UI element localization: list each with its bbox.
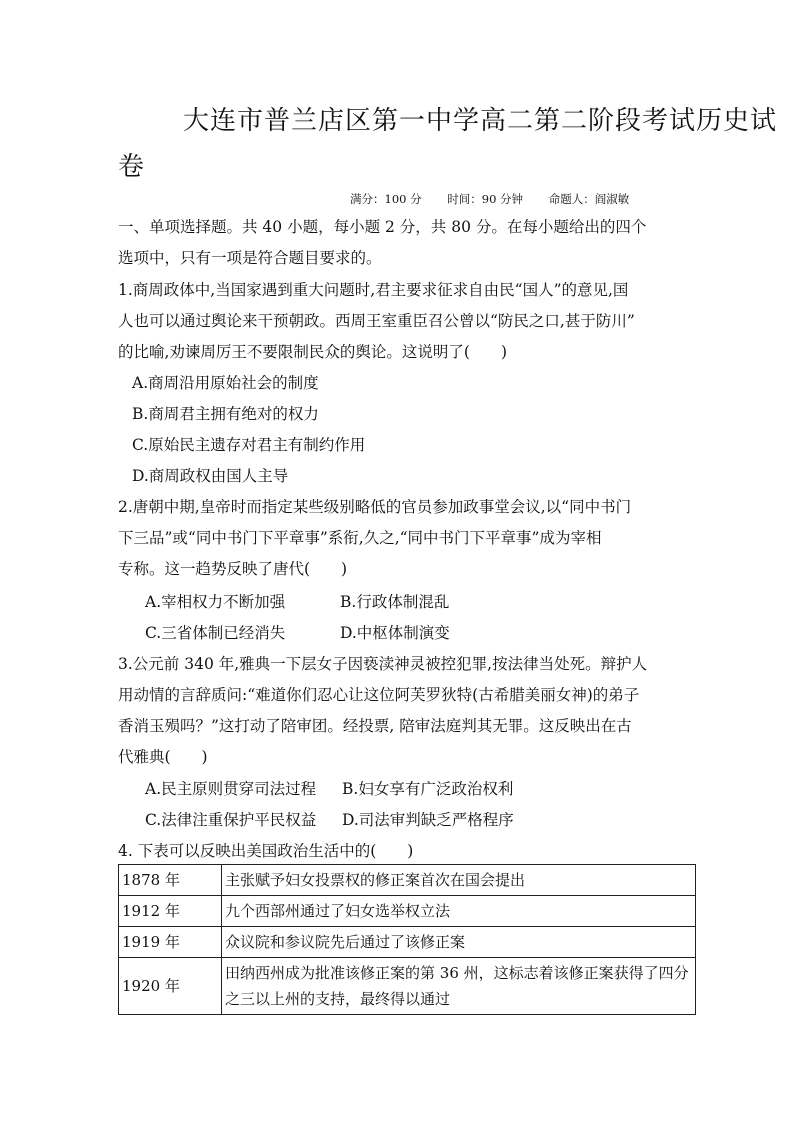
question-1-option-c: C.原始民主遗存对君主有制约作用 [132,436,366,454]
question-author: 命题人：阎淑敏 [548,192,630,206]
table-cell-year: 1878 年 [119,865,222,896]
table-cell-year: 1920 年 [119,958,222,1015]
question-2-stem: 专称。这一趋势反映了唐代( ) [118,560,348,578]
question-1-stem: 的比喻,劝谏周厉王不要限制民众的舆论。这说明了( ) [118,343,508,361]
question-1-option-a: A.商周沿用原始社会的制度 [132,374,319,392]
table-row [119,958,696,1015]
table-cell-event: 田纳西州成为批准该修正案的第 36 州，这标志着该修正案获得了四分之三以上州的支持，最终得以通过 [222,958,696,1015]
question-1-stem: 1.商周政体中,当国家遇到重大问题时,君主要求征求自由民“国人”的意见,国 [118,281,629,299]
question-3-stem: 用动情的言辞质问:“难道你们忍心让这位阿芙罗狄特(古希腊美丽女神)的弟子 [118,686,640,704]
question-1-option-d: D.商周政权由国人主导 [132,467,289,485]
exam-time: 时间：90 分钟 [447,192,524,206]
table-row [119,927,696,958]
question-1-option-b: B.商周君主拥有绝对的权力 [132,405,319,423]
exam-meta [350,191,651,207]
question-3-stem: 代雅典( ) [118,748,208,766]
table-cell-year: 1912 年 [119,896,222,927]
table-cell-event: 九个西部州通过了妇女选举权立法 [222,896,696,927]
question-2-stem: 2.唐朝中期,皇帝时而指定某些级别略低的官员参加政事堂会议,以“同中书门 [118,498,632,516]
question-2-option-a: A.宰相权力不断加强 [145,593,286,611]
question-3-option-c: C.法律注重保护平民权益 [145,811,317,829]
question-4-stem: 4. 下表可以反映出美国政治生活中的( ) [118,842,414,860]
question-1-stem: 人也可以通过舆论来干预朝政。西周王室重臣召公曾以“防民之口,甚于防川” [118,312,635,330]
table-cell-event: 主张赋予妇女投票权的修正案首次在国会提出 [222,865,696,896]
question-3-option-d: D.司法审判缺乏严格程序 [342,811,514,829]
question-3-stem: 香消玉殒吗？”这打动了陪审团。经投票, 陪审法庭判其无罪。这反映出在古 [118,717,632,735]
table-row [119,896,696,927]
table-cell-event: 众议院和参议院先后通过了该修正案 [222,927,696,958]
question-3-option-b: B.妇女享有广泛政治权利 [342,780,514,798]
question-2-option-c: C.三省体制已经消失 [145,624,286,642]
history-events-table [118,864,696,1015]
exam-title-continued: 卷 [118,152,145,182]
exam-title: 大连市普兰店区第一中学高二第二阶段考试历史试 [183,106,778,136]
section-instructions-cont: 选项中，只有一项是符合题目要求的。 [118,249,382,267]
question-3-stem: 3.公元前 340 年,雅典一下层女子因亵渎神灵被控犯罪,按法律当处死。辩护人 [118,655,648,673]
question-3-option-a: A.民主原则贯穿司法过程 [145,780,317,798]
table-row [119,865,696,896]
full-score: 满分：100 分 [350,192,422,206]
section-instructions: 一、单项选择题。共 40 小题，每小题 2 分，共 80 分。在每小题给出的四个 [118,218,647,236]
question-2-stem: 下三品”或“同中书门下平章事”系衔,久之,“同中书门下平章事”成为宰相 [118,529,602,547]
question-2-option-b: B.行政体制混乱 [340,593,450,611]
table-cell-year: 1919 年 [119,927,222,958]
question-2-option-d: D.中枢体制演变 [340,624,450,642]
